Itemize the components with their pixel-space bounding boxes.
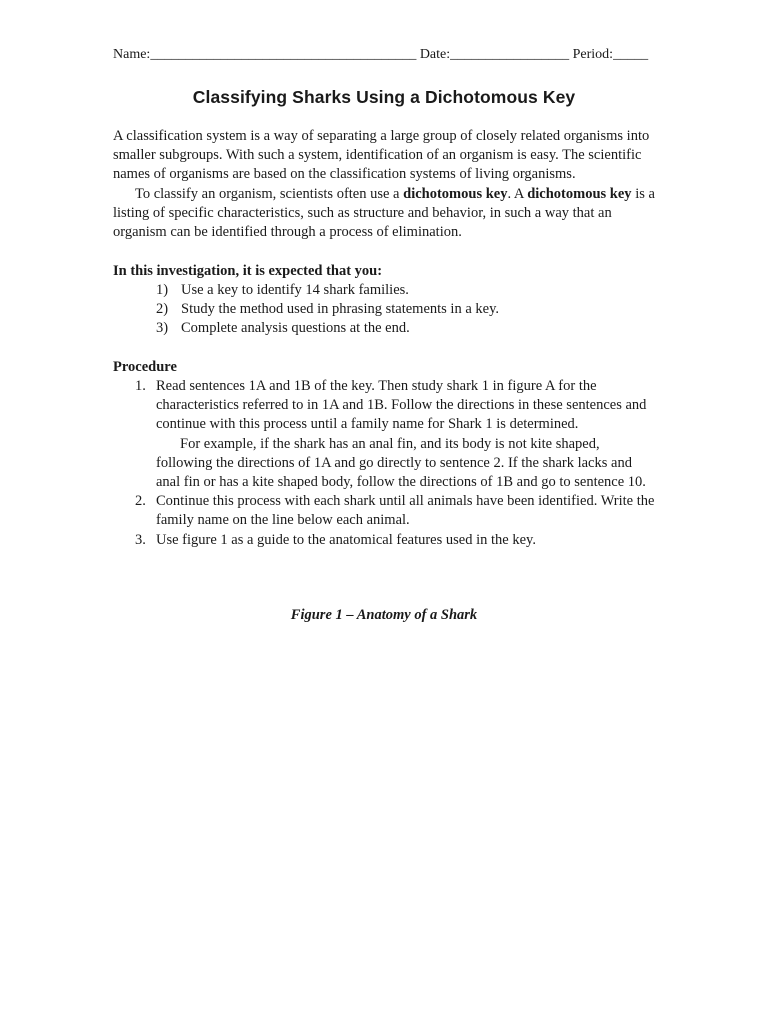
list-number: 3) [156, 320, 169, 337]
term-dichotomous-key: dichotomous key [527, 185, 632, 202]
list-item [113, 281, 658, 300]
list-text: Use a key to identify 14 shark families. [181, 282, 409, 298]
step-number: 2. [135, 493, 146, 510]
step-number: 3. [135, 531, 146, 548]
list-item [113, 300, 658, 319]
intro-text: is a listing of specific characteristics, such as structure and behavior, in such a way that an organism can be identified through a process of elimination. [113, 185, 655, 241]
expectations-heading: In this investigation, it is expected that you: [113, 263, 383, 279]
list-text: Study the method used in phrasing statements in a key. [181, 301, 500, 318]
procedure-heading: Procedure [113, 359, 177, 375]
step-text: Continue this process with each shark until all animals have been identified. Write the family name on the line below each animal. [156, 493, 655, 529]
step-text: Use figure 1 as a guide to the anatomical features used in the key. [156, 531, 536, 548]
procedure-step-3 [113, 531, 658, 550]
intro-paragraph-1: A classification system is a way of separating a large group of closely related organisms into smaller subgroups. With such a system, identification of an organism is easy. The scientific names of organisms are based on the classification systems of living organisms. [113, 128, 650, 183]
intro-paragraph-2 [113, 185, 658, 243]
figure-caption: Figure 1 – Anatomy of a Shark [290, 607, 478, 623]
procedure-step-1 [113, 377, 658, 492]
page-title: Classifying Sharks Using a Dichotomous Key [192, 87, 576, 107]
list-number: 1) [156, 282, 169, 298]
intro-section [113, 127, 658, 242]
intro-text: To classify an organism, scientists often use a [135, 185, 404, 202]
expectations-list [113, 281, 658, 339]
intro-text: . A [507, 185, 528, 202]
list-item [113, 319, 658, 338]
step-number: 1. [135, 378, 146, 394]
term-dichotomous-key: dichotomous key [403, 185, 508, 202]
step-example-text: For example, if the shark has an anal fin, and its body is not kite shaped, following the directions of 1A and go directly to sentence 2. If the shark lacks and anal fin or has a kite shaped body, follow the directions of 1B and go to sentence 10. [156, 435, 646, 491]
list-text: Complete analysis questions at the end. [181, 320, 410, 337]
procedure-step-2 [113, 492, 658, 530]
step-text: Read sentences 1A and 1B of the key. Then study shark 1 in figure A for the characteristics referred to in 1A and 1B. Follow the directions in these sentences and continue with this process until a family name for Shark 1 is determined. [156, 378, 647, 433]
list-number: 2) [156, 301, 169, 318]
name-date-period-line: Name:______________________________________ Date:_________________ Period:_____ [113, 47, 649, 62]
procedure-list [113, 377, 658, 550]
